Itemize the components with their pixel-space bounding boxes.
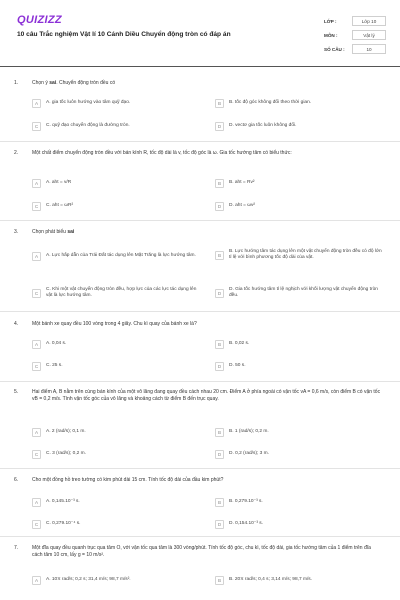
option-text: C. Khi một vật chuyển động tròn đều, hợp lực của các lực tác dụng lên vật là lực hướng tâm. [46,287,197,299]
question-separator [0,220,400,221]
meta-label: LỚP : [324,18,337,24]
option-text: A. 10π rad/s; 0,2 s; 31,4 m/s; 98,7 m/s². [46,577,131,583]
option-text: A. 0,145.10⁻³ s. [46,499,80,505]
option-letter: B [215,251,224,260]
option-letter: C [32,520,41,529]
option-letter: A [32,179,41,188]
option-text: A. Lực hấp dẫn của Trái Đất tác dụng lên Mặt Trăng là lực hướng tâm. [46,253,196,259]
option-letter: C [32,122,41,131]
quizizz-logo[interactable]: QUIZIZZ [17,14,62,26]
answer-option-c[interactable] [32,202,73,211]
answer-option-d[interactable] [215,287,385,300]
question-separator [0,536,400,537]
answer-option-a[interactable] [32,179,71,188]
option-text: B. 0,02 s. [229,341,250,347]
option-text: B. 1 (rad/s); 0,2 m. [229,429,269,435]
answer-option-b[interactable] [215,340,249,349]
question-text: Chọn phát biểu sai [32,229,75,235]
answer-option-c[interactable] [32,450,86,459]
option-letter: A [32,428,41,437]
option-text: A. gia tốc luôn hướng vào tâm quỹ đạo. [46,100,131,106]
meta-value: Vật lý [352,30,386,40]
answer-option-a[interactable] [32,576,131,585]
option-letter: B [215,498,224,507]
header-divider [0,66,400,67]
option-letter: D [215,362,224,371]
option-letter: A [32,252,41,261]
meta-row-count [324,42,386,56]
option-text: C. quỹ đạo chuyển động là đường tròn. [46,123,130,129]
option-letter: A [32,498,41,507]
question-text: Một bánh xe quay đều 100 vòng trong 4 giây. Chu kì quay của bánh xe là? [32,321,197,327]
answer-option-c[interactable] [32,520,80,529]
answer-option-a[interactable] [32,340,66,349]
option-text: B. Lực hướng tâm tác dụng lên một vật chuyển động tròn đều có độ lớn tỉ lệ với bình phương tốc độ dài của vật. [229,249,382,261]
answer-option-a[interactable] [32,428,86,437]
option-letter: C [32,450,41,459]
question-text: Hai điểm A, B nằm trên cùng bán kính của một vô lăng đang quay đều cách nhau 20 cm. Điểm A ở phía ngoài có vận tốc vA = 0,6 m/s, còn điểm B có vận tốc vB = 0,2 m/s. Tính vận tốc góc của vô lăng và khoảng cách từ điểm B đến trục quay. [32,389,381,402]
option-letter: B [215,428,224,437]
meta-value: 10 [352,44,386,54]
question-separator [0,468,400,469]
option-letter: B [215,340,224,349]
option-text: C. 3 (rad/s); 0,2 m. [46,451,86,457]
quiz-header [0,0,400,64]
option-letter: D [215,289,224,298]
answer-option-b[interactable] [215,249,385,262]
question-text: Một chất điểm chuyển động tròn đều với bán kính R, tốc độ dài là v, tốc độ góc là ω. Gia tốc hướng tâm có biểu thức: [32,150,292,156]
answer-option-d[interactable] [215,122,296,131]
question-text: Một đĩa quay đều quanh trục qua tâm O, với vận tốc qua tâm là 300 vòng/phút. Tính tốc độ góc, chu kì, tốc độ dài, gia tốc hướng tâm của 1 điểm trên đĩa cách tâm 10 cm, lấy g = 10 m/s². [32,545,371,558]
answer-option-b[interactable] [215,99,311,108]
answer-option-c[interactable] [32,122,130,131]
option-text: D. vectơ gia tốc luôn không đổi. [229,123,297,129]
option-text: B. tốc độ góc không đổi theo thời gian. [229,100,312,106]
question-separator [0,311,400,312]
option-text: C. 25 s. [46,363,63,369]
option-text: D. aht = ωv² [229,203,256,209]
answer-option-d[interactable] [215,362,246,371]
option-text: B. 20π rad/s; 0,4 s; 3,14 m/s; 98,7 m/s. [229,577,313,583]
option-letter: A [32,340,41,349]
option-letter: B [215,99,224,108]
question-number: 5. [14,389,19,395]
answer-option-b[interactable] [215,428,269,437]
meta-row-subject [324,28,386,42]
answer-option-d[interactable] [215,202,255,211]
option-text: A. 0,04 s. [46,341,67,347]
answer-option-a[interactable] [32,99,130,108]
option-text: B. aht = Rv² [229,180,255,186]
answer-option-c[interactable] [32,287,202,300]
option-letter: D [215,122,224,131]
option-text: D. Gia tốc hướng tâm tỉ lệ nghịch với khối lượng vật chuyển động tròn đều. [229,287,378,299]
option-letter: C [32,289,41,298]
option-letter: A [32,99,41,108]
answer-option-a[interactable] [32,252,202,261]
option-text: D. 0,2 (rad/s); 3 m. [229,451,269,457]
answer-option-b[interactable] [215,498,263,507]
option-letter: D [215,520,224,529]
answer-option-d[interactable] [215,450,269,459]
option-text: A. aht = v/R [46,180,72,186]
option-letter: B [215,576,224,585]
option-letter: D [215,450,224,459]
meta-value: Lớp 10 [352,16,386,26]
option-text: C. aht = ωR² [46,203,74,209]
option-text: C. 0,279.10⁻⁴ s. [46,521,81,527]
meta-row-class [324,14,386,28]
question-number: 1. [14,80,19,86]
question-text: Cho một đồng hồ treo tường có kim phút dài 15 cm. Tính tốc độ dài của đầu kim phút? [32,477,224,483]
option-letter: C [32,202,41,211]
option-letter: B [215,179,224,188]
option-text: B. 0,279.10⁻³ s. [229,499,263,505]
question-number: 2. [14,150,19,156]
quiz-meta [324,14,386,56]
question-separator [0,381,400,382]
meta-label: SỐ CÂU : [324,46,345,52]
meta-label: MÔN : [324,32,338,38]
question-text: Chọn ý sai. Chuyển động tròn đều có [32,80,116,86]
option-text: A. 2 (rad/s); 0,1 m. [46,429,86,435]
question-number: 7. [14,545,19,551]
answer-option-b[interactable] [215,179,254,188]
answer-option-a[interactable] [32,498,80,507]
answer-option-d[interactable] [215,520,263,529]
option-letter: C [32,362,41,371]
question-number: 3. [14,229,19,235]
option-letter: D [215,202,224,211]
answer-option-c[interactable] [32,362,63,371]
question-number: 4. [14,321,19,327]
question-number: 6. [14,477,19,483]
page-title: 10 câu Trắc nghiệm Vật lí 10 Cánh Diều Chuyển động tròn có đáp án [17,31,231,38]
answer-option-b[interactable] [215,576,312,585]
question-separator [0,141,400,142]
option-text: D. 50 s. [229,363,246,369]
option-text: D. 0,154.10⁻³ s. [229,521,263,527]
option-letter: A [32,576,41,585]
